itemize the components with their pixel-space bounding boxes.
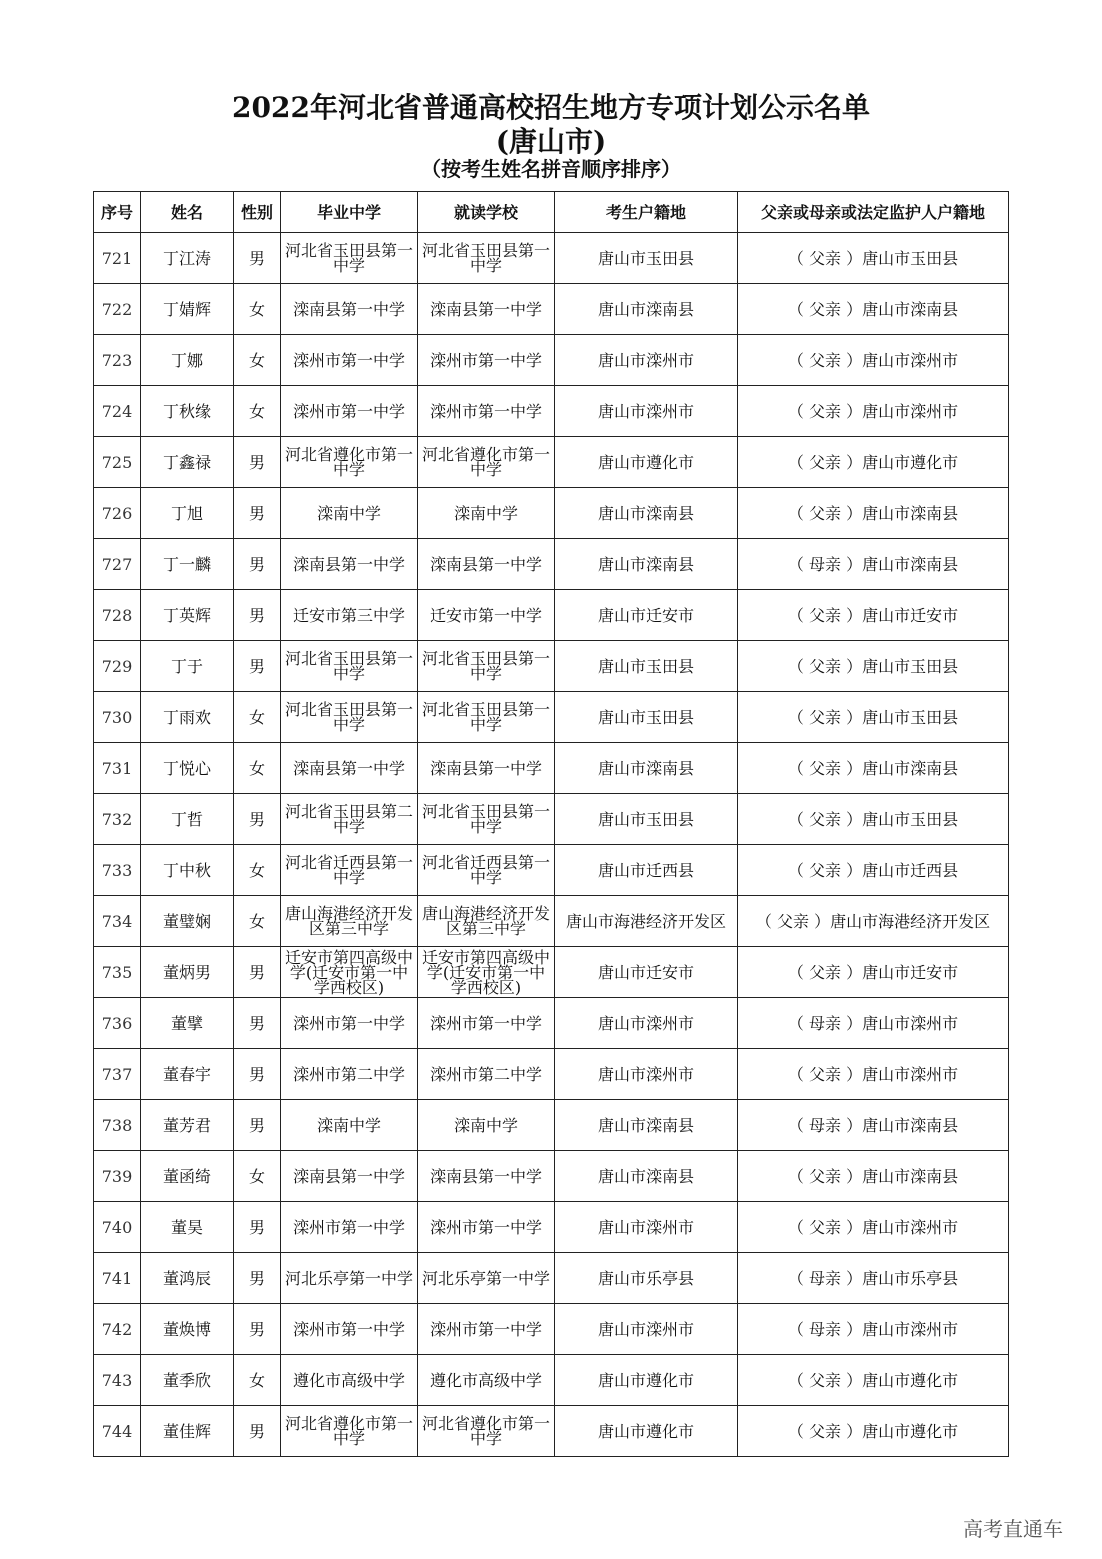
- cell-current-school: 唐山海港经济开发区第三中学: [418, 896, 555, 947]
- cell-graduated-school: 滦南中学: [281, 488, 418, 539]
- cell-graduated-school: 河北省玉田县第二中学: [281, 794, 418, 845]
- cell-current-school: 河北省玉田县第一中学: [418, 233, 555, 284]
- cell-gender: 男: [234, 1202, 281, 1253]
- cell-name: 丁旭: [141, 488, 234, 539]
- cell-guardian-registration: （ 父亲 ）唐山市玉田县: [738, 233, 1009, 284]
- cell-guardian-registration: （ 母亲 ）唐山市滦州市: [738, 998, 1009, 1049]
- cell-graduated-school: 遵化市高级中学: [281, 1355, 418, 1406]
- cell-seq: 724: [94, 386, 141, 437]
- cell-gender: 女: [234, 896, 281, 947]
- cell-seq: 741: [94, 1253, 141, 1304]
- cell-name: 董炳男: [141, 947, 234, 998]
- cell-guardian-registration: （ 父亲 ）唐山市滦州市: [738, 1049, 1009, 1100]
- cell-graduated-school: 河北省迁西县第一中学: [281, 845, 418, 896]
- cell-current-school: 滦州市第一中学: [418, 1304, 555, 1355]
- cell-name: 丁雨欢: [141, 692, 234, 743]
- table-row: [94, 1253, 1009, 1304]
- cell-current-school: 滦南中学: [418, 488, 555, 539]
- cell-name: 董璧娴: [141, 896, 234, 947]
- cell-name: 董芳君: [141, 1100, 234, 1151]
- cell-graduated-school: 滦南县第一中学: [281, 743, 418, 794]
- cell-guardian-registration: （ 父亲 ）唐山市遵化市: [738, 1406, 1009, 1457]
- cell-gender: 女: [234, 335, 281, 386]
- cell-household-registration: 唐山市遵化市: [555, 437, 738, 488]
- cell-gender: 女: [234, 743, 281, 794]
- header-graduated-school: 毕业中学: [281, 192, 418, 233]
- cell-household-registration: 唐山市玉田县: [555, 233, 738, 284]
- cell-seq: 726: [94, 488, 141, 539]
- cell-gender: 男: [234, 1049, 281, 1100]
- cell-seq: 739: [94, 1151, 141, 1202]
- cell-seq: 729: [94, 641, 141, 692]
- cell-household-registration: 唐山市滦南县: [555, 284, 738, 335]
- header-gender: 性别: [234, 192, 281, 233]
- cell-graduated-school: 迁安市第四高级中学(迁安市第一中学西校区): [281, 947, 418, 998]
- page-title: 2022年河北省普通高校招生地方专项计划公示名单: [232, 91, 870, 124]
- cell-seq: 740: [94, 1202, 141, 1253]
- cell-name: 丁秋缘: [141, 386, 234, 437]
- cell-household-registration: 唐山市玉田县: [555, 641, 738, 692]
- cell-guardian-registration: （ 父亲 ）唐山市滦州市: [738, 386, 1009, 437]
- header-household-registration: 考生户籍地: [555, 192, 738, 233]
- cell-gender: 男: [234, 488, 281, 539]
- cell-gender: 女: [234, 386, 281, 437]
- cell-name: 董昊: [141, 1202, 234, 1253]
- cell-guardian-registration: （ 父亲 ）唐山市玉田县: [738, 641, 1009, 692]
- cell-household-registration: 唐山市迁西县: [555, 845, 738, 896]
- cell-current-school: 滦南县第一中学: [418, 284, 555, 335]
- cell-graduated-school: 滦州市第一中学: [281, 386, 418, 437]
- cell-guardian-registration: （ 父亲 ）唐山市海港经济开发区: [738, 896, 1009, 947]
- cell-graduated-school: 河北乐亭第一中学: [281, 1253, 418, 1304]
- cell-name: 丁于: [141, 641, 234, 692]
- cell-graduated-school: 河北省玉田县第一中学: [281, 641, 418, 692]
- cell-seq: 730: [94, 692, 141, 743]
- cell-seq: 736: [94, 998, 141, 1049]
- cell-name: 丁鑫禄: [141, 437, 234, 488]
- cell-graduated-school: 河北省玉田县第一中学: [281, 233, 418, 284]
- cell-guardian-registration: （ 母亲 ）唐山市滦南县: [738, 1100, 1009, 1151]
- table-row: [94, 233, 1009, 284]
- cell-seq: 738: [94, 1100, 141, 1151]
- cell-seq: 743: [94, 1355, 141, 1406]
- cell-name: 丁哲: [141, 794, 234, 845]
- cell-seq: 727: [94, 539, 141, 590]
- header-guardian-registration: 父亲或母亲或法定监护人户籍地: [738, 192, 1009, 233]
- cell-seq: 728: [94, 590, 141, 641]
- table-row: [94, 845, 1009, 896]
- cell-current-school: 滦州市第一中学: [418, 335, 555, 386]
- cell-guardian-registration: （ 父亲 ）唐山市迁西县: [738, 845, 1009, 896]
- cell-graduated-school: 滦州市第一中学: [281, 1304, 418, 1355]
- cell-guardian-registration: （ 父亲 ）唐山市玉田县: [738, 794, 1009, 845]
- cell-graduated-school: 滦州市第一中学: [281, 1202, 418, 1253]
- cell-name: 丁婧辉: [141, 284, 234, 335]
- cell-name: 董春宇: [141, 1049, 234, 1100]
- cell-seq: 721: [94, 233, 141, 284]
- cell-graduated-school: 滦南中学: [281, 1100, 418, 1151]
- cell-household-registration: 唐山市滦南县: [555, 488, 738, 539]
- cell-gender: 女: [234, 692, 281, 743]
- cell-current-school: 滦南县第一中学: [418, 539, 555, 590]
- cell-gender: 女: [234, 284, 281, 335]
- cell-household-registration: 唐山市滦州市: [555, 998, 738, 1049]
- cell-household-registration: 唐山市滦州市: [555, 386, 738, 437]
- cell-guardian-registration: （ 父亲 ）唐山市滦州市: [738, 1202, 1009, 1253]
- cell-gender: 男: [234, 233, 281, 284]
- cell-name: 董焕博: [141, 1304, 234, 1355]
- cell-guardian-registration: （ 父亲 ）唐山市迁安市: [738, 590, 1009, 641]
- cell-household-registration: 唐山市玉田县: [555, 692, 738, 743]
- cell-seq: 733: [94, 845, 141, 896]
- cell-graduated-school: 迁安市第三中学: [281, 590, 418, 641]
- table-row: [94, 437, 1009, 488]
- cell-current-school: 滦南县第一中学: [418, 743, 555, 794]
- cell-seq: 734: [94, 896, 141, 947]
- cell-household-registration: 唐山市迁安市: [555, 590, 738, 641]
- cell-graduated-school: 滦南县第一中学: [281, 1151, 418, 1202]
- cell-current-school: 滦州市第一中学: [418, 1202, 555, 1253]
- page-subtitle-sort-note: （按考生姓名拼音顺序排序）: [421, 157, 681, 181]
- cell-guardian-registration: （ 母亲 ）唐山市乐亭县: [738, 1253, 1009, 1304]
- cell-name: 丁一麟: [141, 539, 234, 590]
- cell-guardian-registration: （ 父亲 ）唐山市滦南县: [738, 488, 1009, 539]
- header-seq: 序号: [94, 192, 141, 233]
- table-row: [94, 641, 1009, 692]
- table-header-row: [94, 192, 1009, 233]
- cell-guardian-registration: （ 父亲 ）唐山市滦南县: [738, 743, 1009, 794]
- cell-seq: 744: [94, 1406, 141, 1457]
- roster-table: [93, 191, 1009, 1457]
- cell-current-school: 河北乐亭第一中学: [418, 1253, 555, 1304]
- cell-household-registration: 唐山市滦南县: [555, 539, 738, 590]
- cell-current-school: 迁安市第一中学: [418, 590, 555, 641]
- cell-household-registration: 唐山市滦州市: [555, 1202, 738, 1253]
- cell-guardian-registration: （ 父亲 ）唐山市迁安市: [738, 947, 1009, 998]
- table-row: [94, 998, 1009, 1049]
- cell-gender: 男: [234, 1100, 281, 1151]
- cell-current-school: 河北省玉田县第一中学: [418, 641, 555, 692]
- cell-graduated-school: 唐山海港经济开发区第三中学: [281, 896, 418, 947]
- cell-gender: 男: [234, 1253, 281, 1304]
- cell-guardian-registration: （ 父亲 ）唐山市滦南县: [738, 1151, 1009, 1202]
- cell-current-school: 河北省迁西县第一中学: [418, 845, 555, 896]
- cell-graduated-school: 滦州市第一中学: [281, 335, 418, 386]
- table-row: [94, 947, 1009, 998]
- table-row: [94, 335, 1009, 386]
- cell-current-school: 河北省遵化市第一中学: [418, 1406, 555, 1457]
- cell-gender: 男: [234, 539, 281, 590]
- cell-gender: 女: [234, 1151, 281, 1202]
- table-row: [94, 794, 1009, 845]
- cell-current-school: 滦南县第一中学: [418, 1151, 555, 1202]
- table-row: [94, 386, 1009, 437]
- cell-graduated-school: 滦南县第一中学: [281, 539, 418, 590]
- table-row: [94, 284, 1009, 335]
- header-name: 姓名: [141, 192, 234, 233]
- cell-seq: 731: [94, 743, 141, 794]
- cell-guardian-registration: （ 母亲 ）唐山市滦南县: [738, 539, 1009, 590]
- table-row: [94, 692, 1009, 743]
- cell-gender: 男: [234, 641, 281, 692]
- cell-name: 董擘: [141, 998, 234, 1049]
- cell-household-registration: 唐山市迁安市: [555, 947, 738, 998]
- table-row: [94, 1049, 1009, 1100]
- cell-seq: 735: [94, 947, 141, 998]
- header-current-school: 就读学校: [418, 192, 555, 233]
- cell-household-registration: 唐山市玉田县: [555, 794, 738, 845]
- cell-gender: 男: [234, 590, 281, 641]
- page-subtitle-city: (唐山市): [495, 125, 607, 158]
- cell-name: 丁英辉: [141, 590, 234, 641]
- cell-guardian-registration: （ 父亲 ）唐山市玉田县: [738, 692, 1009, 743]
- cell-current-school: 滦州市第二中学: [418, 1049, 555, 1100]
- cell-household-registration: 唐山市滦南县: [555, 1100, 738, 1151]
- cell-seq: 723: [94, 335, 141, 386]
- cell-name: 丁江涛: [141, 233, 234, 284]
- cell-current-school: 滦南中学: [418, 1100, 555, 1151]
- cell-household-registration: 唐山市遵化市: [555, 1355, 738, 1406]
- cell-household-registration: 唐山市滦州市: [555, 1304, 738, 1355]
- cell-graduated-school: 河北省遵化市第一中学: [281, 437, 418, 488]
- cell-current-school: 河北省遵化市第一中学: [418, 437, 555, 488]
- cell-household-registration: 唐山市遵化市: [555, 1406, 738, 1457]
- cell-seq: 732: [94, 794, 141, 845]
- table-row: [94, 896, 1009, 947]
- cell-gender: 男: [234, 1304, 281, 1355]
- cell-guardian-registration: （ 父亲 ）唐山市遵化市: [738, 1355, 1009, 1406]
- cell-name: 丁悦心: [141, 743, 234, 794]
- cell-name: 董佳辉: [141, 1406, 234, 1457]
- cell-graduated-school: 滦州市第二中学: [281, 1049, 418, 1100]
- cell-name: 丁中秋: [141, 845, 234, 896]
- cell-guardian-registration: （ 父亲 ）唐山市滦州市: [738, 335, 1009, 386]
- table-row: [94, 1100, 1009, 1151]
- cell-name: 董季欣: [141, 1355, 234, 1406]
- cell-graduated-school: 滦州市第一中学: [281, 998, 418, 1049]
- cell-graduated-school: 河北省玉田县第一中学: [281, 692, 418, 743]
- cell-household-registration: 唐山市海港经济开发区: [555, 896, 738, 947]
- cell-seq: 742: [94, 1304, 141, 1355]
- cell-graduated-school: 滦南县第一中学: [281, 284, 418, 335]
- watermark: 高考直通车: [963, 1517, 1063, 1541]
- cell-guardian-registration: （ 父亲 ）唐山市滦南县: [738, 284, 1009, 335]
- cell-gender: 男: [234, 794, 281, 845]
- cell-current-school: 河北省玉田县第一中学: [418, 692, 555, 743]
- table-row: [94, 743, 1009, 794]
- cell-gender: 男: [234, 437, 281, 488]
- cell-current-school: 遵化市高级中学: [418, 1355, 555, 1406]
- table-row: [94, 1202, 1009, 1253]
- cell-household-registration: 唐山市滦南县: [555, 1151, 738, 1202]
- table-row: [94, 539, 1009, 590]
- table-row: [94, 590, 1009, 641]
- cell-gender: 男: [234, 1406, 281, 1457]
- table-body: [94, 233, 1009, 1457]
- cell-graduated-school: 河北省遵化市第一中学: [281, 1406, 418, 1457]
- cell-current-school: 滦州市第一中学: [418, 998, 555, 1049]
- table-row: [94, 1355, 1009, 1406]
- cell-guardian-registration: （ 母亲 ）唐山市滦州市: [738, 1304, 1009, 1355]
- cell-household-registration: 唐山市滦州市: [555, 1049, 738, 1100]
- cell-gender: 男: [234, 947, 281, 998]
- cell-household-registration: 唐山市滦南县: [555, 743, 738, 794]
- cell-guardian-registration: （ 父亲 ）唐山市遵化市: [738, 437, 1009, 488]
- cell-current-school: 河北省玉田县第一中学: [418, 794, 555, 845]
- cell-name: 丁娜: [141, 335, 234, 386]
- table-row: [94, 1151, 1009, 1202]
- cell-name: 董鸿辰: [141, 1253, 234, 1304]
- cell-seq: 722: [94, 284, 141, 335]
- cell-household-registration: 唐山市滦州市: [555, 335, 738, 386]
- cell-seq: 725: [94, 437, 141, 488]
- cell-gender: 女: [234, 1355, 281, 1406]
- cell-gender: 女: [234, 845, 281, 896]
- cell-current-school: 迁安市第四高级中学(迁安市第一中学西校区): [418, 947, 555, 998]
- cell-gender: 男: [234, 998, 281, 1049]
- cell-name: 董函绮: [141, 1151, 234, 1202]
- cell-household-registration: 唐山市乐亭县: [555, 1253, 738, 1304]
- table-row: [94, 1304, 1009, 1355]
- cell-current-school: 滦州市第一中学: [418, 386, 555, 437]
- table-row: [94, 488, 1009, 539]
- cell-seq: 737: [94, 1049, 141, 1100]
- table-row: [94, 1406, 1009, 1457]
